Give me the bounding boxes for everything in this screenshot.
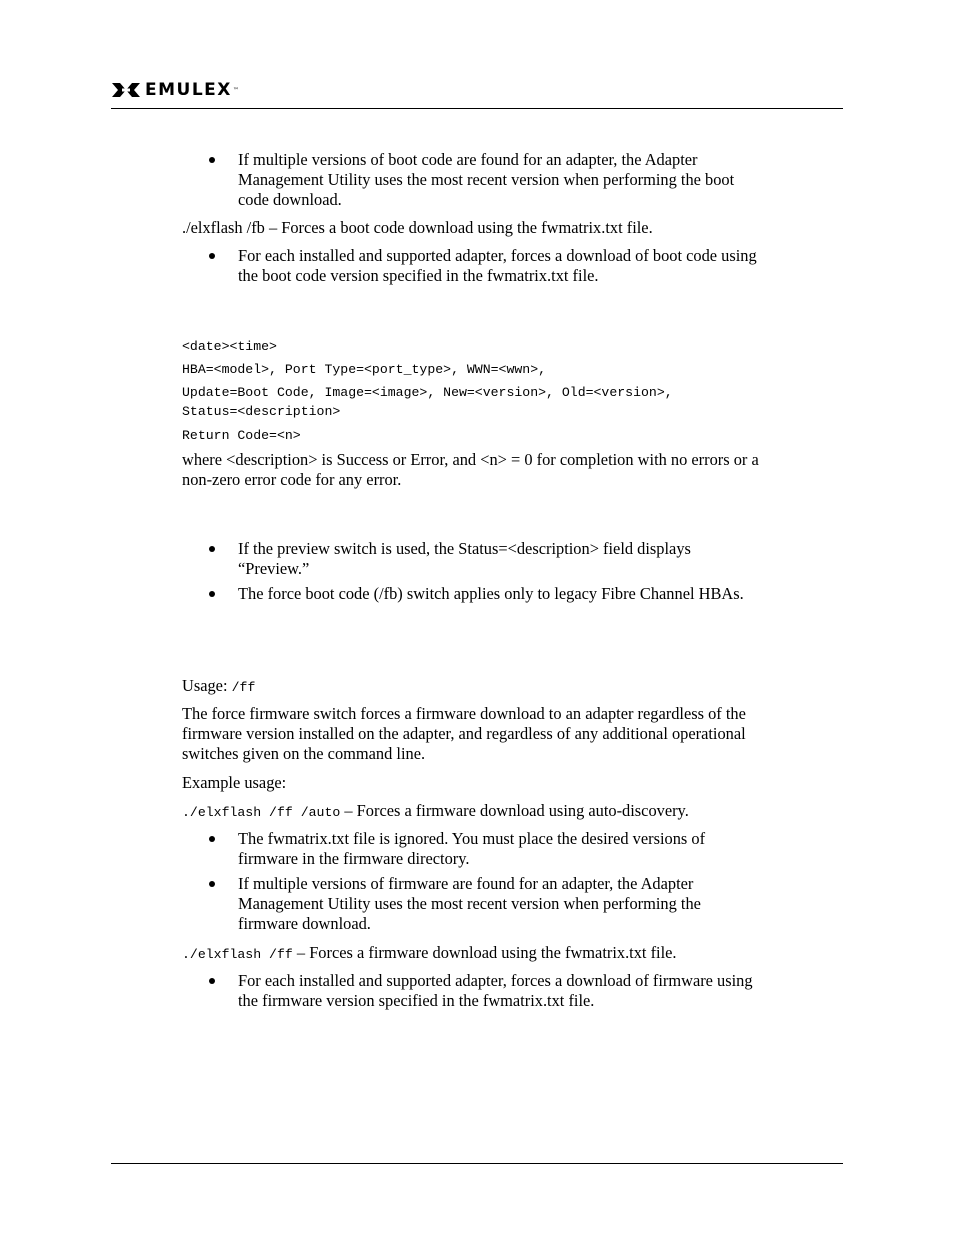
note-text-line: The force boot code (/fb) switch applies only to legacy Fibre Channel HBAs. — [238, 584, 744, 603]
bullet-icon — [209, 546, 215, 552]
bullet-icon — [209, 157, 215, 163]
note-text-line: If the preview switch is used, the Status=<description> field displays — [238, 539, 691, 558]
auto-command: ./elxflash /ff /auto — [182, 805, 341, 820]
ff-command-paragraph — [182, 943, 677, 965]
code-line: HBA=<model>, Port Type=<port_type>, WWN=<wwn>, — [182, 362, 547, 377]
emulex-mark-icon — [111, 81, 141, 99]
code-line: Update=Boot Code, Image=<image>, New=<version>, Old=<version>, — [182, 385, 673, 400]
bullet-icon — [209, 978, 215, 984]
fb-command: ./elxflash /fb — [182, 218, 265, 237]
where-text-line: non-zero error code for any error. — [182, 470, 402, 489]
bullet-text-line: the firmware version specified in the fwmatrix.txt file. — [238, 991, 595, 1010]
footer-rule — [111, 1163, 843, 1164]
bullet-text-line: Management Utility uses the most recent version when performing the — [238, 894, 701, 913]
fb-description: – Forces a boot code download using the fwmatrix.txt file. — [264, 218, 653, 237]
logo-trademark: ™ — [232, 86, 239, 94]
description-line: firmware version installed on the adapter, and regardless of any additional operational — [182, 724, 746, 743]
bullet-text-line: code download. — [238, 190, 342, 209]
example-label: Example usage: — [182, 773, 287, 792]
bullet-text-line: The fwmatrix.txt file is ignored. You must place the desired versions of — [238, 829, 706, 848]
bullet-icon — [209, 836, 215, 842]
bullet-text-line: firmware download. — [238, 914, 371, 933]
fb-command-paragraph — [182, 218, 653, 238]
bullet-icon — [209, 881, 215, 887]
auto-description: – Forces a firmware download using auto-discovery. — [340, 801, 689, 820]
auto-command-paragraph — [182, 801, 689, 823]
bullet-text-line: the boot code version specified in the fwmatrix.txt file. — [238, 266, 599, 285]
ff-description: – Forces a firmware download using the fwmatrix.txt file. — [292, 943, 677, 962]
bullet-icon — [209, 253, 215, 259]
code-line: Return Code=<n> — [182, 428, 301, 443]
bullet-text-line: firmware in the firmware directory. — [238, 849, 470, 868]
bullet-text-line: For each installed and supported adapter, forces a download of boot code using — [238, 246, 757, 265]
logo-text: EMULEX — [145, 80, 232, 100]
description-line: The force firmware switch forces a firmware download to an adapter regardless of the — [182, 704, 746, 723]
code-line: Status=<description> — [182, 404, 341, 419]
usage-label: Usage: — [182, 676, 232, 695]
description-line: switches given on the command line. — [182, 744, 426, 763]
header-rule — [111, 108, 843, 109]
bullet-text-line: If multiple versions of firmware are found for an adapter, the Adapter — [238, 874, 694, 893]
note-text-line: “Preview.” — [238, 559, 310, 578]
emulex-logo — [111, 80, 239, 100]
bullet-text-line: For each installed and supported adapter, forces a download of firmware using — [238, 971, 753, 990]
ff-command: ./elxflash /ff — [182, 947, 293, 962]
code-line: <date><time> — [182, 339, 277, 354]
usage-command: /ff — [231, 680, 256, 695]
usage-line — [182, 676, 255, 698]
where-text-line: where <description> is Success or Error, and <n> = 0 for completion with no errors or a — [182, 450, 759, 469]
bullet-text-line: If multiple versions of boot code are found for an adapter, the Adapter — [238, 150, 698, 169]
bullet-text-line: Management Utility uses the most recent version when performing the boot — [238, 170, 735, 189]
bullet-icon — [209, 591, 215, 597]
